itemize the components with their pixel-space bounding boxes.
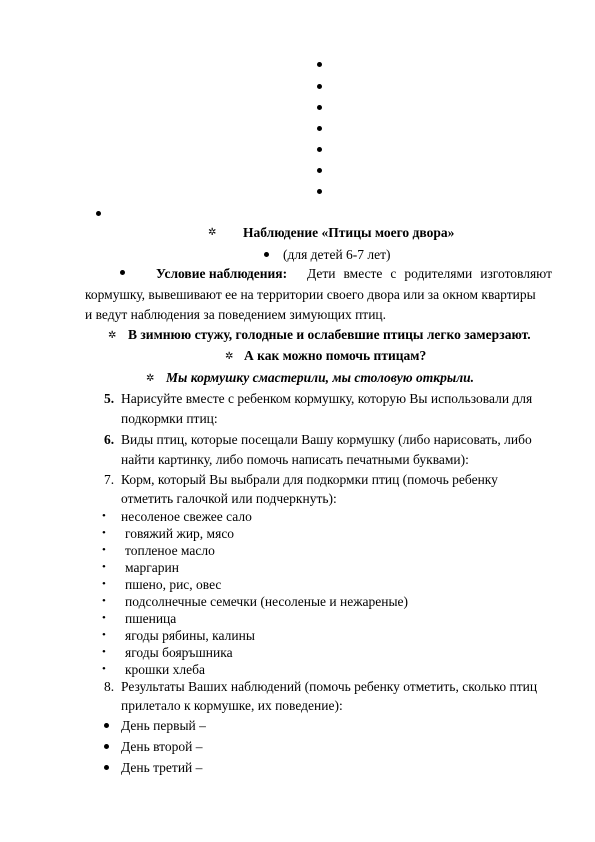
food-item: говяжий жир, мясо bbox=[125, 526, 235, 541]
task-number: 6. bbox=[104, 432, 115, 447]
star-bullet-icon: ✲ bbox=[208, 227, 217, 238]
condition-label: Условие наблюдения: bbox=[156, 266, 288, 281]
feeder-line: Мы кормушку смастерили, мы столовую открыли. bbox=[166, 370, 475, 385]
bullet-icon bbox=[104, 744, 109, 749]
food-item: пшеница bbox=[125, 611, 177, 626]
condition-text-1: Дети вместе с родителями изготовляют bbox=[307, 266, 552, 281]
condition-text-2: кормушку, вывешивают ее на территории своего двора или за окном квартиры bbox=[85, 287, 536, 302]
day-line: День второй – bbox=[121, 739, 203, 754]
star-bullet-icon: ✲ bbox=[225, 351, 234, 362]
question-line: А как можно помочь птицам? bbox=[244, 348, 427, 363]
task-number: 5. bbox=[104, 391, 115, 406]
empty-bullet bbox=[317, 105, 322, 110]
day-line: День первый – bbox=[121, 718, 206, 733]
task-text: подкормки птиц: bbox=[121, 411, 218, 426]
bullet-icon: • bbox=[102, 663, 106, 675]
food-item: топленое масло bbox=[125, 543, 215, 558]
task-text: Нарисуйте вместе с ребенком кормушку, которую Вы использовали для bbox=[121, 391, 533, 406]
task-text: найти картинку, либо помочь написать печатными буквами): bbox=[121, 452, 469, 467]
empty-bullet bbox=[317, 189, 322, 194]
empty-bullet bbox=[317, 62, 322, 67]
bullet-icon: • bbox=[102, 612, 106, 624]
food-item: пшено, рис, овес bbox=[125, 577, 222, 592]
bullet-icon: • bbox=[102, 629, 106, 641]
age-subtitle: (для детей 6-7 лет) bbox=[283, 247, 391, 262]
empty-bullet bbox=[96, 211, 101, 216]
bullet-icon: • bbox=[102, 646, 106, 658]
bullet-icon: • bbox=[102, 510, 106, 522]
bullet-icon bbox=[104, 765, 109, 770]
food-item: подсолнечные семечки (несоленые и нежареные) bbox=[125, 594, 409, 609]
food-item: ягоды бояръшника bbox=[125, 645, 233, 660]
food-item: маргарин bbox=[125, 560, 179, 575]
day-line: День третий – bbox=[121, 760, 203, 775]
bullet-icon: • bbox=[102, 561, 106, 573]
task-number: 7. bbox=[104, 472, 115, 487]
task-text: Виды птиц, которые посещали Вашу кормушку (либо нарисовать, либо bbox=[121, 432, 532, 447]
empty-bullet bbox=[317, 168, 322, 173]
task-number: 8. bbox=[104, 679, 115, 694]
bullet-icon bbox=[120, 270, 125, 275]
task-text: прилетало к кормушке, их поведение): bbox=[121, 698, 343, 713]
condition-text-3: и ведут наблюдения за поведением зимующих птиц. bbox=[85, 307, 387, 322]
bullet-icon: • bbox=[102, 544, 106, 556]
star-bullet-icon: ✲ bbox=[108, 330, 117, 341]
star-bullet-icon: ✲ bbox=[146, 373, 155, 384]
food-item: ягоды рябины, калины bbox=[125, 628, 255, 643]
bullet-icon bbox=[264, 252, 269, 257]
empty-bullet bbox=[317, 84, 322, 89]
food-item: крошки хлеба bbox=[125, 662, 205, 677]
bullet-icon: • bbox=[102, 527, 106, 539]
page-title: Наблюдение «Птицы моего двора» bbox=[243, 225, 455, 240]
empty-bullet bbox=[317, 147, 322, 152]
bullet-icon: • bbox=[102, 595, 106, 607]
empty-bullet bbox=[317, 126, 322, 131]
task-text: Корм, который Вы выбрали для подкормки птиц (помочь ребенку bbox=[121, 472, 498, 487]
task-text: отметить галочкой или подчеркнуть): bbox=[121, 491, 337, 506]
bullet-icon: • bbox=[102, 578, 106, 590]
food-item: несоленое свежее сало bbox=[121, 509, 252, 524]
bullet-icon bbox=[104, 723, 109, 728]
cold-line: В зимнюю стужу, голодные и ослабевшие птицы легко замерзают. bbox=[128, 327, 531, 342]
task-text: Результаты Ваших наблюдений (помочь ребенку отметить, сколько птиц bbox=[121, 679, 538, 694]
